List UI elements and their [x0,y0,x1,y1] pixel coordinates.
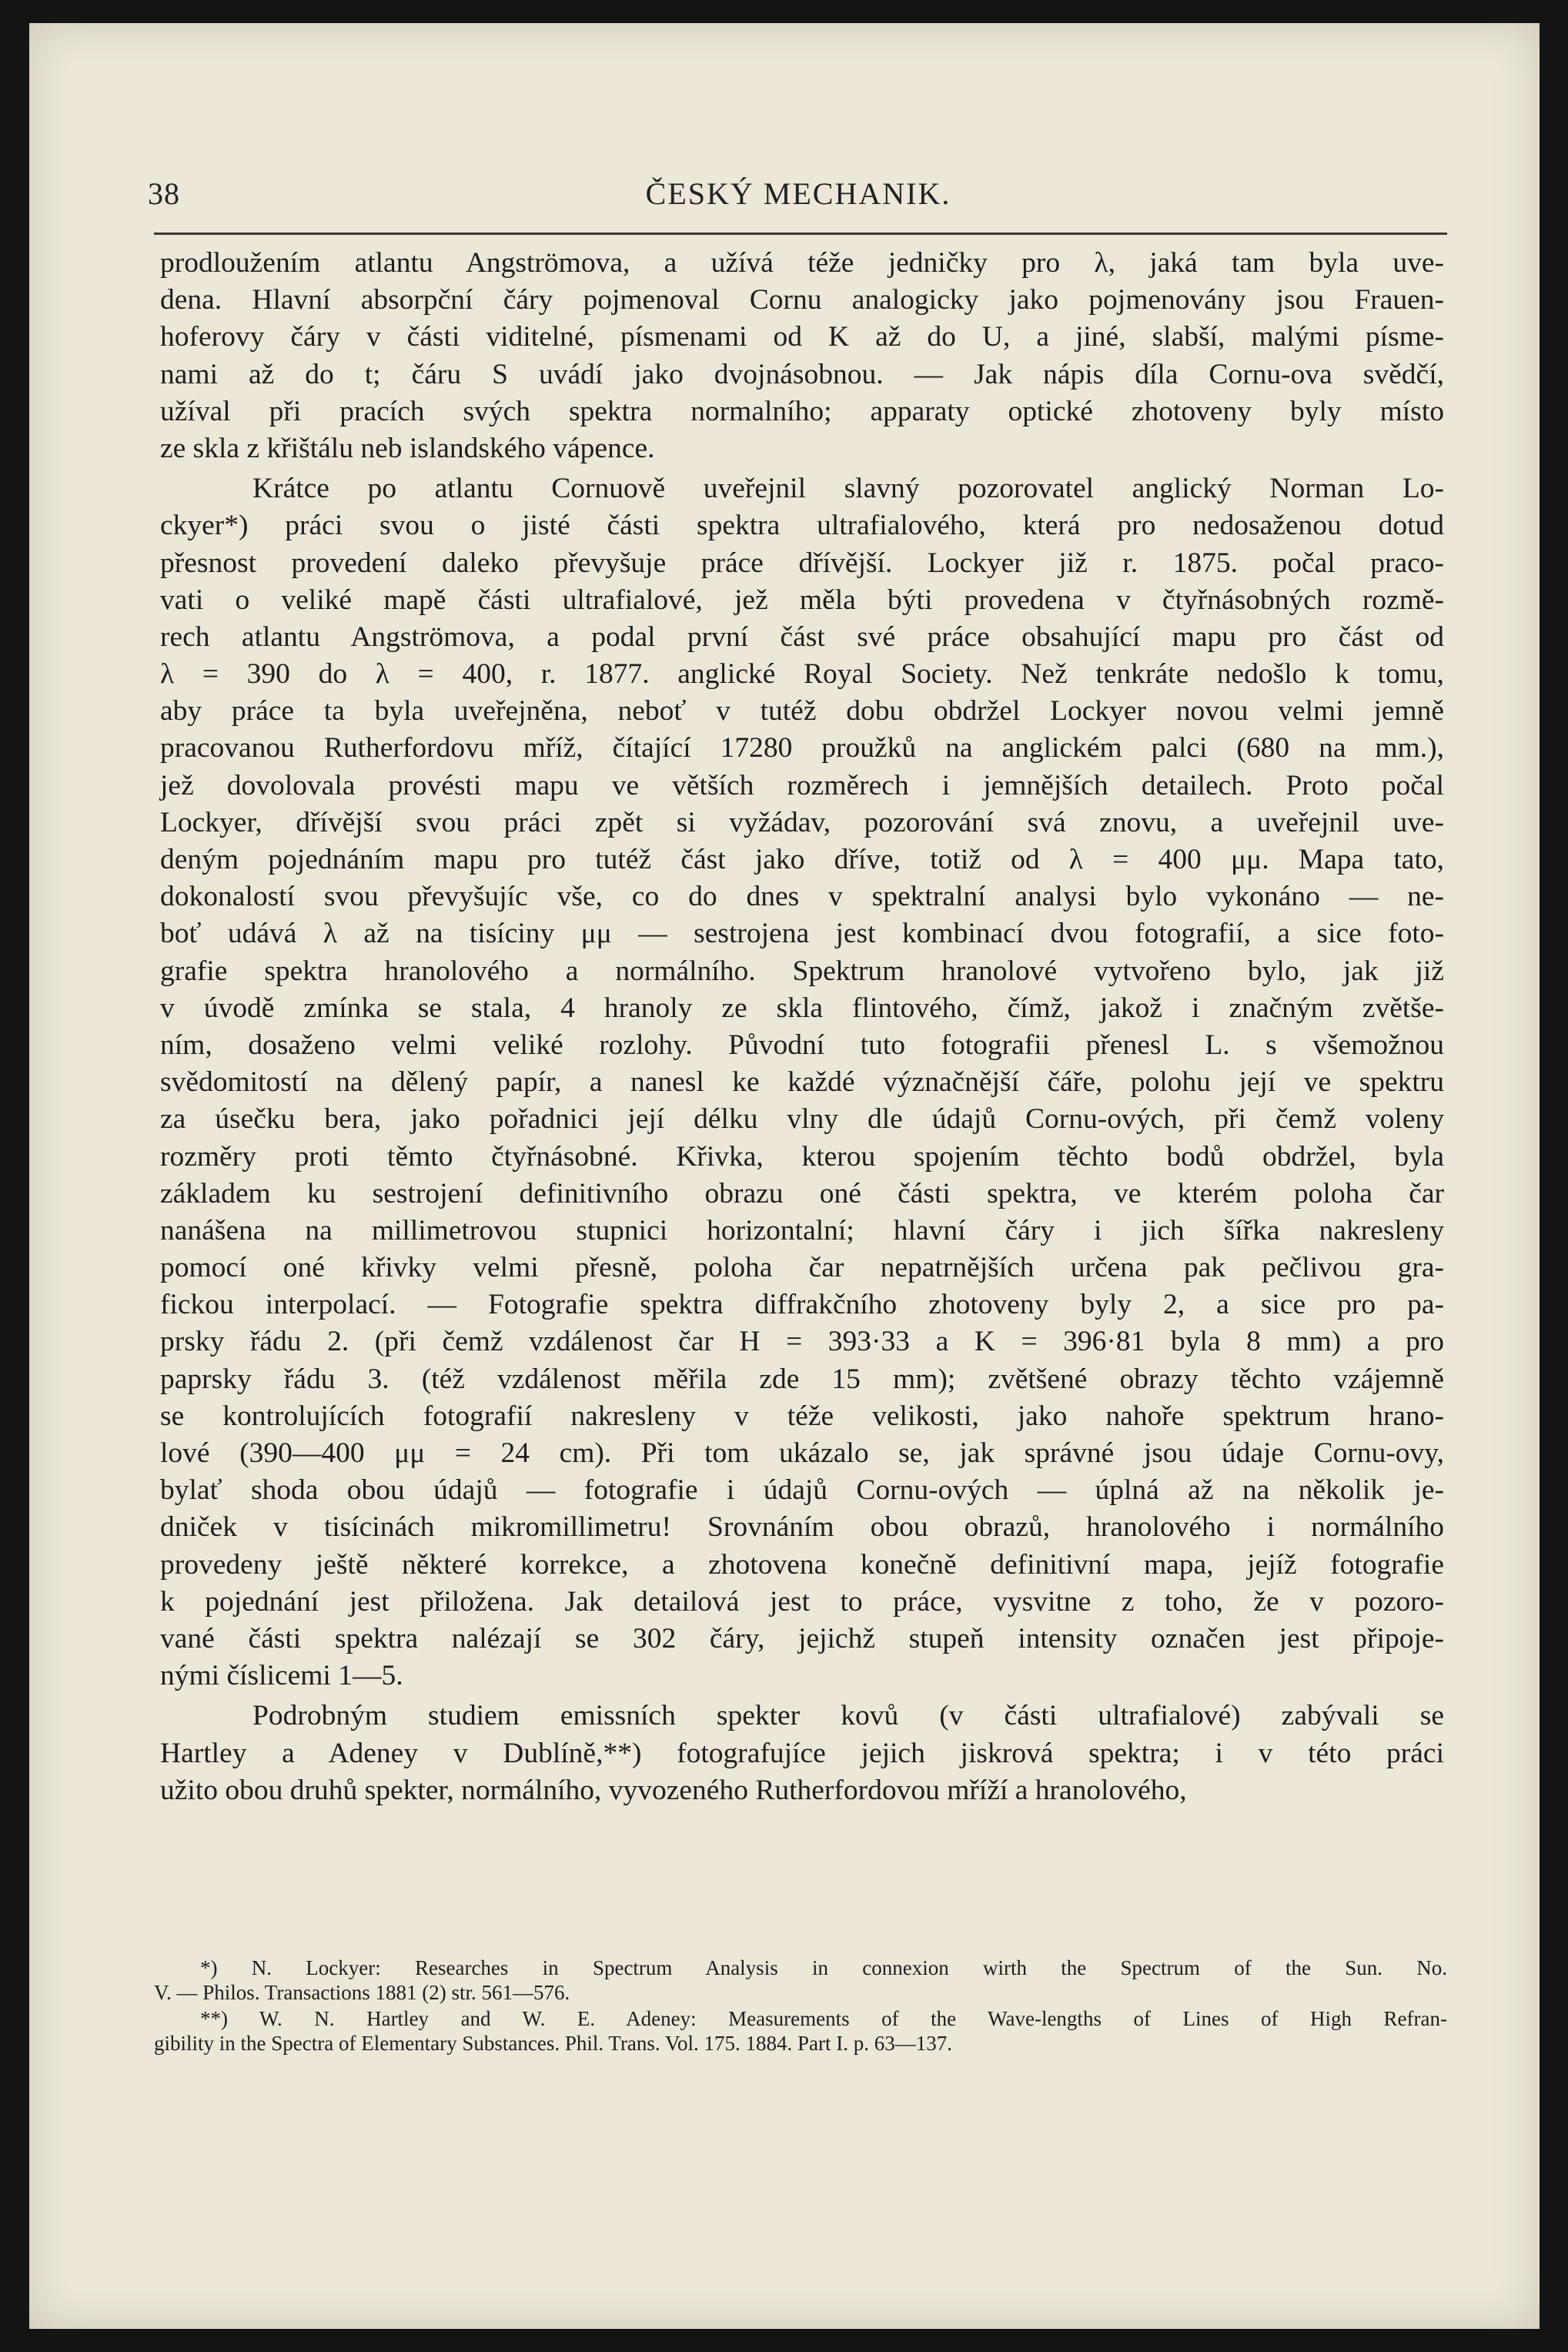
paragraph [160,470,1444,1695]
text-line: ckyer*) práci svou o jisté části spektra ultrafialového, která pro nedosaženou dotud [160,510,1444,542]
text-line: jež dovolovala provésti mapu ve větších rozměrech i jemnějších detailech. Proto počal [160,769,1444,801]
text-line: lové (390—400 μμ = 24 cm). Při tom ukázalo se, jak správné jsou údaje Cornu-ovy, [160,1437,1444,1469]
text-line: Krátce po atlantu Cornuově uveřejnil slavný pozorovatel anglický Norman Lo- [252,473,1444,505]
text-line: fickou interpolací. — Fotografie spektra diffrakčního zhotoveny byly 2, a sice pro pa- [160,1289,1444,1321]
footnotes [154,1956,1447,2056]
text-line: Hartley a Adeney v Dublíně,**) fotografujíce jejich jiskrová spektra; i v této práci [160,1737,1444,1769]
text-line: bylať shoda obou údajů — fotografie i údajů Cornu-ových — úplná až na několik je- [160,1474,1444,1507]
text-line: dokonalostí svou převyšujíc vše, co do dnes v spektralní analysi bylo vykonáno — ne- [160,881,1444,913]
text-line: rozměry proti těmto čtyřnásobné. Křivka, kterou spojením těchto bodů obdržel, byla [160,1140,1444,1173]
text-line: v úvodě zmínka se stala, 4 hranoly ze skla flintového, čímž, jakož i značným zvětše- [160,992,1444,1024]
text-line: přesnost provedení daleko převyšuje práce dřívější. Lockyer již r. 1875. počal praco- [160,547,1444,579]
text-line: boť udává λ až na tisíciny μμ — sestrojena jest kombinací dvou fotografií, a sice foto- [160,918,1444,950]
running-title: ČESKÝ MECHANIK. [645,176,951,211]
text-line: dniček v tisícinách mikromillimetru! Srovnáním obou obrazů, hranolového i normálního [160,1511,1444,1544]
text-line: vati o veliké mapě části ultrafialové, jež měla býti provedena v čtyřnásobných rozmě- [160,584,1444,616]
page-header [148,176,1449,222]
text-line: nými číslicemi 1—5. [160,1660,403,1692]
main-text [160,245,1444,1809]
footnote-line: gibility in the Spectra of Elementary Substances. Phil. Trans. Vol. 175. 1884. Part I. p. 63—137. [154,2032,952,2055]
text-line: vané části spektra nalézají se 302 čáry, jejichž stupeň intensity označen jest připoje- [160,1622,1444,1654]
footnote-line: **) W. N. Hartley and W. E. Adeney: Measurements of the Wave-lengths of Lines of High Refran- [200,2007,1447,2030]
text-line: pracovanou Rutherfordovu mříž, čítající 17280 proužků na anglickém palci (680 na mm.), [160,732,1444,764]
text-line: prodloužením atlantu Angströmova, a užívá téže jedničky pro λ, jaká tam byla uve- [160,247,1444,279]
header-rule [154,233,1447,235]
text-line: dena. Hlavní absorpční čáry pojmenoval Cornu analogicky jako pojmenovány jsou Frauen- [160,284,1444,316]
text-line: Podrobným studiem emissních spekter kovů (v části ultrafialové) zabývali se [252,1700,1444,1732]
text-line: základem ku sestrojení definitivního obrazu oné části spektra, ve kterém poloha čar [160,1177,1444,1209]
text-line: prsky řádu 2. (při čemž vzdálenost čar H = 393·33 a K = 396·81 byla 8 mm) a pro [160,1326,1444,1358]
text-line: hoferovy čáry v části viditelné, písmenami od K až do U, a jiné, slabší, malými písme- [160,321,1444,353]
text-line: nanášena na millimetrovou stupnici horizontalní; hlavní čáry i jich šířka nakresleny [160,1214,1444,1246]
text-line: užíval při pracích svých spektra normalního; apparaty optické zhotoveny byly místo [160,395,1444,427]
text-line: aby práce ta byla uveřejněna, neboť v tutéž dobu obdržel Lockyer novou velmi jemně [160,695,1444,728]
text-line: grafie spektra hranolového a normálního. Spektrum hranolové vytvořeno bylo, jak již [160,955,1444,987]
text-line: za úsečku bera, jako pořadnici její délku vlny dle údajů Cornu-ových, při čemž voleny [160,1103,1444,1136]
text-line: svědomitostí na dělený papír, a nanesl ke každé význačnější čáře, polohu její ve spektru [160,1066,1444,1099]
text-line: se kontrolujících fotografií nakresleny v téže velikosti, jako nahoře spektrum hrano- [160,1400,1444,1432]
page-number: 38 [148,176,180,211]
text-line: Lockyer, dřívější svou práci zpět si vyžádav, pozorování svá znovu, a uveřejnil uve- [160,806,1444,838]
text-line: ním, dosaženo velmi veliké rozlohy. Původní tuto fotografii přenesl L. s všemožnou [160,1029,1444,1061]
text-line: λ = 390 do λ = 400, r. 1877. anglické Royal Society. Než tenkráte nedošlo k tomu, [160,658,1444,691]
text-line: paprsky řádu 3. (též vzdálenost měřila zde 15 mm); zvětšené obrazy těchto vzájemně [160,1363,1444,1395]
text-line: užito obou druhů spekter, normálního, vyvozeného Rutherfordovou mříží a hranolového, [160,1774,1187,1806]
paragraph [160,1698,1444,1809]
text-line: rech atlantu Angströmova, a podal první část své práce obsahující mapu pro část od [160,621,1444,653]
text-line: k pojednání jest přiložena. Jak detailová jest to práce, vysvitne z toho, že v pozoro- [160,1585,1444,1618]
footnote-line: *) N. Lockyer: Researches in Spectrum Analysis in connexion wirth the Spectrum of the Sun. No. [200,1956,1447,1979]
text-line: provedeny ještě některé korrekce, a zhotovena konečně definitivní mapa, jejíž fotografie [160,1548,1444,1581]
footnote [154,1956,1447,2005]
footnote [154,2006,1447,2056]
text-line: pomocí oné křivky velmi přesně, poloha čar nepatrnějších určena pak pečlivou gra- [160,1252,1444,1284]
footnote-line: V. — Philos. Transactions 1881 (2) str. 561—576. [154,1981,570,2004]
text-line: deným pojednáním mapu pro tutéž část jako dříve, totiž od λ = 400 μμ. Mapa tato, [160,844,1444,875]
paragraph [160,245,1444,467]
text-line: ze skla z křištálu neb islandského vápence. [160,432,655,464]
text-line: nami až do t; čáru S uvádí jako dvojnásobnou. — Jak nápis díla Cornu-ova svědčí, [160,358,1444,390]
